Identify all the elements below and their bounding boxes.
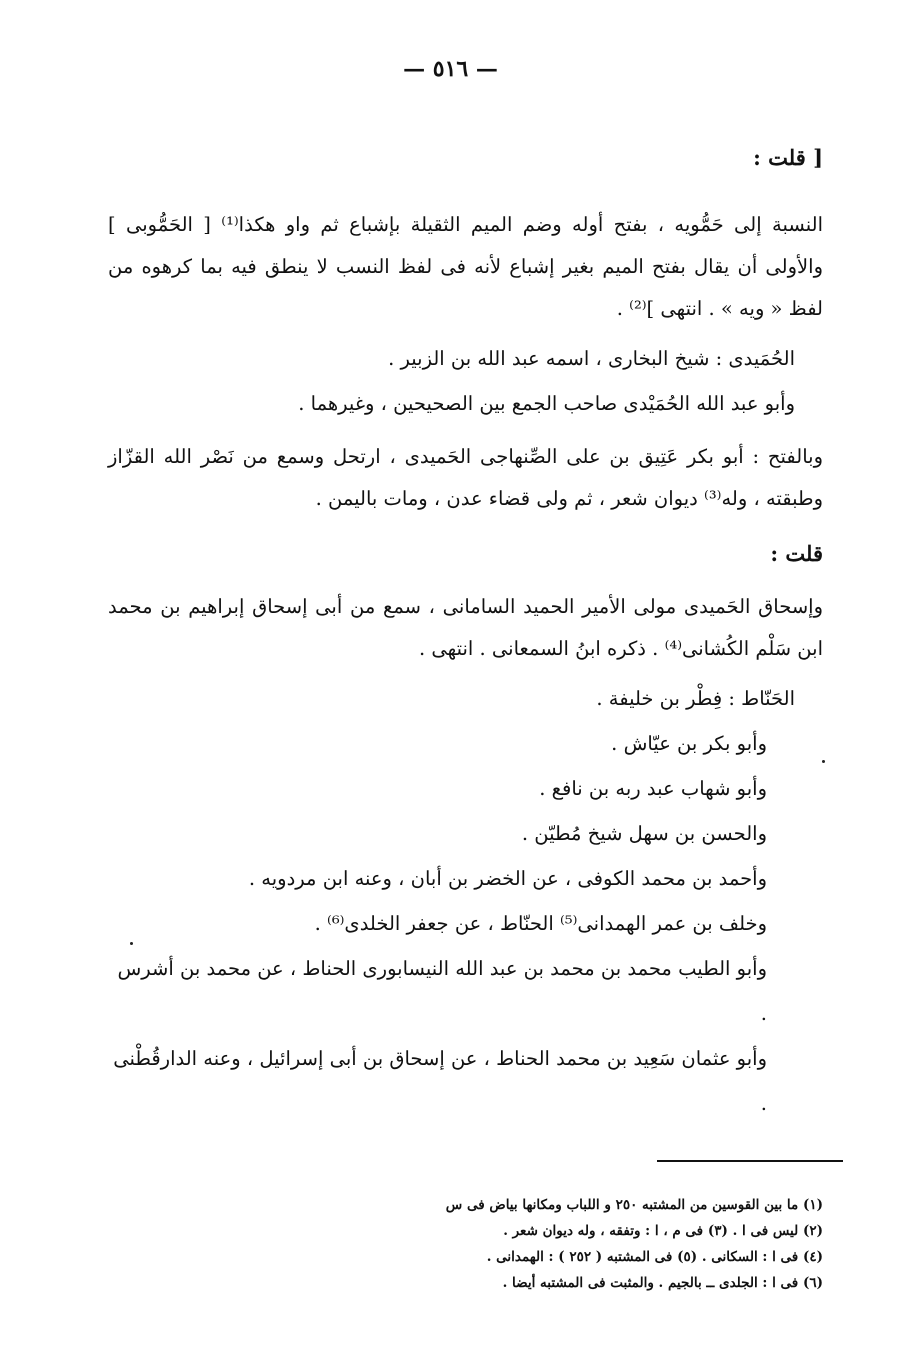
section-heading-qultu-2: قلت : (770, 541, 823, 566)
footnote-line: (١) ما بين القوسين من المشتبه ٢٥٠ و اللباب ومكانها بياض فى س (445, 1197, 823, 1213)
entry-line: وخلف بن عمر الهمدانى⁽⁵⁾ الحنّاط ، عن جعفر الخلدى⁽⁶⁾ . (314, 912, 767, 935)
footnote-line: (٤) فى ا : السكانى . (٥) فى المشتبه ( ٢٥٢ ) : الهمدانى . (486, 1249, 823, 1265)
footnotes (123, 1192, 823, 1296)
entry-line: وأحمد بن محمد الكوفى ، عن الخضر بن أبان ، وعنه ابن مردويه . (248, 867, 767, 890)
section-heading-qultu: [ قلت : (753, 145, 823, 170)
entries-humaydi (108, 336, 823, 426)
entry-line: وأبو الطيب محمد بن محمد بن عبد الله النيسابورى الحناط ، عن محمد بن أشرس . (117, 957, 767, 1025)
entry-line: والحسن بن سهل شيخ مُطيّن . (521, 822, 767, 845)
print-speck (130, 942, 133, 945)
entry-line: وأبو عبد الله الحُمَيْدى صاحب الجمع بين الصحيحين ، وغيرهما . (298, 392, 795, 415)
entry-line: وأبو شهاب عبد ربه بن نافع . (539, 777, 767, 800)
footnote-line: (٢) ليس فى ا . (٣) فى م ، ا : وتفقه ، وله ديوان شعر . (503, 1223, 823, 1239)
entry-line: الحَنّاط : فِطْر بن خليفة . (596, 687, 795, 710)
footnote-line: (٦) فى ا : الجلدى ــ بالجيم . والمثبت فى المشتبه أيضا . (502, 1275, 823, 1291)
entry-line: وأبو عثمان سَعِيد بن محمد الحناط ، عن إسحاق بن أبى إسرائيل ، وعنه الدارقُطْنى . (113, 1047, 767, 1115)
paragraph-bil-fath: وبالفتح : أبو بكر عَتِيق بن على الصِّنهاجى الحَميدى ، ارتحل وسمع من نَصْر الله القزّاز وطبقته ، وله⁽³⁾ ديوان شعر ، ثم ولى قضاء عدن ، ومات باليمن . (108, 445, 823, 510)
entry-line: الحُمَيدى : شيخ البخارى ، اسمه عبد الله بن الزبير . (388, 347, 795, 370)
entries-hannat (108, 676, 823, 1126)
entry-line: وأبو بكر بن عيّاش . (611, 732, 767, 755)
footnote-separator (657, 1160, 843, 1162)
paragraph-nisba-hammuyah: النسبة إلى حَمُّويه ، بفتح أوله وضم الميم الثقيلة بإشباع ثم واو هكذا⁽¹⁾ [ الحَمُّوبى ] والأولى أن يقال بفتح الميم بغير إشباع لأنه فى لفظ النسب لا ينطق فيه بما كرهوه من لفظ « ويه » . انتهى ]⁽²⁾ . (108, 213, 824, 320)
paragraph-ishaq-hamidi: وإسحاق الحَميدى مولى الأمير الحميد السامانى ، سمع من أبى إسحاق إبراهيم بن محمد ابن سَلْم الكُشانى⁽⁴⁾ . ذكره ابنُ السمعانى . انتهى . (108, 595, 823, 660)
print-speck (822, 760, 825, 763)
main-text (108, 140, 823, 1136)
page-number: — ٥١٦ — (403, 56, 498, 82)
